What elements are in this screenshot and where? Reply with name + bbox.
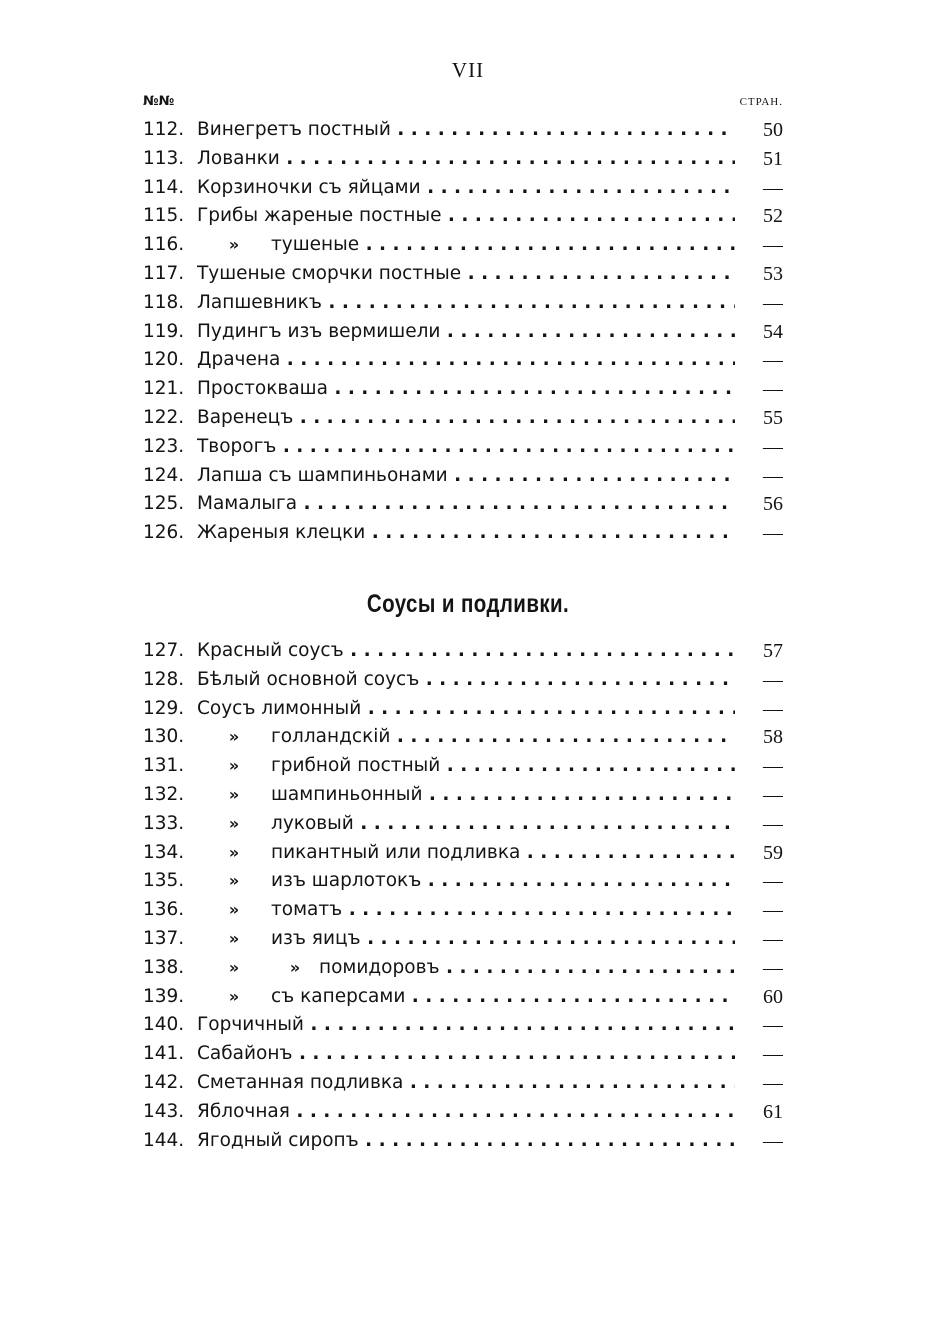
entry-body (197, 1127, 735, 1156)
entry-title: Мамалыга (197, 493, 298, 515)
toc-entry (143, 954, 783, 983)
ditto-mark: » (228, 756, 240, 776)
entry-title: Жареныя клецки (197, 522, 366, 544)
entry-page: — (763, 176, 783, 199)
entry-page: 60 (763, 985, 783, 1008)
toc-entry (143, 983, 783, 1012)
entry-title: изъ шарлотокъ (271, 870, 422, 892)
entry-title: Лапшевникъ (197, 291, 322, 313)
entry-title: томатъ (271, 899, 343, 921)
toc-entry (143, 839, 783, 868)
entry-title: Корзиночки съ яйцами (197, 176, 421, 198)
toc-entry (143, 896, 783, 925)
entry-number: 123. (143, 435, 185, 457)
entry-number: 131. (143, 755, 185, 777)
toc-entry (143, 462, 783, 491)
page-number: VII (451, 58, 485, 82)
entry-page: — (763, 464, 783, 487)
entry-number: 117. (143, 262, 185, 284)
entry-page: 54 (763, 320, 783, 343)
entry-number: 133. (143, 812, 185, 834)
entry-body (197, 490, 735, 519)
entry-body (197, 289, 735, 318)
toc-entry (143, 260, 783, 289)
entry-body (197, 404, 735, 433)
entry-page: — (763, 870, 783, 893)
ditto-mark: » (228, 871, 240, 891)
entry-page: — (763, 1071, 783, 1094)
entry-title: Сабайонъ (197, 1043, 293, 1065)
entry-page: — (763, 1014, 783, 1037)
entry-body (197, 723, 735, 752)
toc-entry (143, 116, 783, 145)
entry-number: 132. (143, 783, 185, 805)
entry-title: Лапша съ шампиньонами (197, 464, 448, 486)
entry-number: 125. (143, 493, 185, 515)
toc-entry (143, 202, 783, 231)
entry-number: 120. (143, 349, 185, 371)
entry-title: луковый (271, 812, 354, 834)
toc-entry (143, 666, 783, 695)
entry-number: 138. (143, 956, 185, 978)
entry-title: Винегретъ постный (197, 119, 391, 140)
ditto-mark: » (228, 842, 240, 862)
entry-title: Тушеные сморчки постные (197, 262, 462, 284)
entry-title: помидоровъ (319, 956, 440, 978)
section-title: Соусы и подливки. (366, 590, 570, 618)
entry-title: шампиньонный (271, 783, 423, 805)
entry-body (197, 231, 735, 260)
entry-body (197, 925, 735, 954)
entry-page: 55 (763, 406, 783, 429)
entry-body (197, 375, 735, 404)
entry-number: 139. (143, 985, 185, 1007)
entry-title: тушеные (271, 234, 360, 256)
toc-entry (143, 1040, 783, 1069)
entry-title: Варенецъ (197, 406, 294, 428)
entry-title: Лованки (197, 147, 280, 169)
entry-body (197, 666, 735, 695)
entry-title: Пудингъ изъ вермишели (197, 320, 441, 342)
entry-number: 141. (143, 1043, 185, 1065)
entry-page: 61 (763, 1100, 783, 1123)
toc-entry (143, 867, 783, 896)
entry-number: 116. (143, 234, 185, 256)
entry-number: 130. (143, 726, 185, 748)
entry-body (197, 145, 735, 174)
ditto-mark: » (228, 986, 240, 1006)
entry-title: Красный соусъ (197, 640, 344, 661)
entry-page: — (763, 668, 783, 691)
entry-body (197, 519, 735, 548)
toc-entry (143, 1069, 783, 1098)
entry-number: 140. (143, 1014, 185, 1036)
entry-body (197, 695, 735, 724)
entry-page: — (763, 812, 783, 835)
entry-page: — (763, 1129, 783, 1152)
entry-body (197, 318, 735, 347)
entry-body (197, 174, 735, 203)
entry-body (197, 1069, 735, 1098)
ditto-mark: » (228, 813, 240, 833)
entry-body (197, 781, 735, 810)
entry-number: 135. (143, 870, 185, 892)
number-column-header: №№ (143, 94, 175, 109)
toc-entry (143, 174, 783, 203)
entry-title: съ каперсами (271, 985, 406, 1007)
entry-body (197, 116, 735, 145)
entry-number: 136. (143, 899, 185, 921)
entry-body (197, 462, 735, 491)
entry-page: 52 (763, 205, 783, 228)
entry-title: голландскій (271, 726, 391, 748)
entry-number: 144. (143, 1129, 185, 1151)
toc-entry (143, 810, 783, 839)
entry-body (197, 202, 735, 231)
toc-entry (143, 404, 783, 433)
entry-page: 56 (763, 493, 783, 516)
entry-title: Ягодный сиропъ (197, 1129, 359, 1151)
toc-entry (143, 490, 783, 519)
entry-number: 127. (143, 640, 185, 661)
toc-section-1 (143, 116, 783, 548)
entry-page: — (763, 1043, 783, 1066)
entry-page: — (763, 783, 783, 806)
toc-entry (143, 723, 783, 752)
entry-number: 112. (143, 119, 185, 140)
toc-entry (143, 1127, 783, 1156)
entry-page: — (763, 697, 783, 720)
entry-title: Простокваша (197, 378, 328, 400)
entry-number: 137. (143, 927, 185, 949)
ditto-mark: » (228, 235, 240, 255)
toc-entry (143, 1011, 783, 1040)
ditto-mark: » (228, 784, 240, 804)
entry-page: 58 (763, 726, 783, 749)
entry-number: 121. (143, 378, 185, 400)
entry-page: — (763, 522, 783, 545)
entry-page: 50 (763, 119, 783, 141)
entry-page: — (763, 378, 783, 401)
entry-title: изъ яицъ (271, 927, 361, 949)
toc-entry (143, 318, 783, 347)
entry-title: Соусъ лимонный (197, 697, 362, 719)
entry-title: Яблочная (197, 1100, 290, 1122)
entry-body (197, 896, 735, 925)
entry-page: — (763, 927, 783, 950)
entry-number: 114. (143, 176, 185, 198)
entry-body (197, 954, 735, 983)
toc-entry (143, 519, 783, 548)
entry-body (197, 983, 735, 1012)
entry-number: 119. (143, 320, 185, 342)
toc-entry (143, 346, 783, 375)
toc-entry (143, 289, 783, 318)
toc-entry (143, 1098, 783, 1127)
toc-entry (143, 695, 783, 724)
toc-entry (143, 925, 783, 954)
ditto-mark: » (228, 727, 240, 747)
entry-page: 59 (763, 841, 783, 864)
entry-number: 128. (143, 668, 185, 690)
toc-entry (143, 781, 783, 810)
entry-page: — (763, 349, 783, 372)
entry-page: — (763, 899, 783, 922)
toc-entry (143, 637, 783, 666)
ditto-mark: » (228, 900, 240, 920)
entry-body (197, 1040, 735, 1069)
entry-number: 129. (143, 697, 185, 719)
toc-section-2 (143, 637, 783, 1155)
toc-header (143, 94, 783, 114)
entry-number: 113. (143, 147, 185, 169)
entry-body (197, 433, 735, 462)
ditto-mark: » (228, 957, 240, 977)
entry-body (197, 637, 735, 666)
toc-entry (143, 752, 783, 781)
entry-number: 134. (143, 841, 185, 863)
entry-title: Бѣлый основной соусъ (197, 668, 420, 690)
toc-entry (143, 375, 783, 404)
ditto-mark: » (228, 928, 240, 948)
entry-page: — (763, 435, 783, 458)
entry-body (197, 260, 735, 289)
entry-number: 124. (143, 464, 185, 486)
entry-title: Драчена (197, 349, 281, 371)
entry-page: 57 (763, 640, 783, 662)
entry-title: Творогъ (197, 435, 277, 457)
toc-entry (143, 231, 783, 260)
entry-number: 115. (143, 205, 185, 227)
entry-title: пикантный или подливка (271, 841, 521, 863)
entry-body (197, 810, 735, 839)
entry-body (197, 1011, 735, 1040)
entry-body (197, 867, 735, 896)
entry-page: — (763, 956, 783, 979)
toc-entry (143, 433, 783, 462)
entry-page: 53 (763, 262, 783, 285)
entry-body (197, 752, 735, 781)
entry-page: — (763, 755, 783, 778)
entry-title: Грибы жареные постные (197, 205, 442, 227)
entry-title: грибной постный (271, 755, 441, 777)
page-column-header: СТРАН. (739, 96, 783, 108)
entry-number: 118. (143, 291, 185, 313)
entry-number: 143. (143, 1100, 185, 1122)
entry-title: Сметанная подливка (197, 1071, 404, 1093)
entry-page: — (763, 291, 783, 314)
entry-body (197, 1098, 735, 1127)
entry-body (197, 839, 735, 868)
entry-title: Горчичный (197, 1014, 304, 1036)
entry-body (197, 346, 735, 375)
entry-page: — (763, 234, 783, 257)
toc-entry (143, 145, 783, 174)
entry-number: 122. (143, 406, 185, 428)
entry-number: 142. (143, 1071, 185, 1093)
entry-number: 126. (143, 522, 185, 544)
ditto-mark-second: » (289, 957, 301, 977)
entry-page: 51 (763, 147, 783, 170)
